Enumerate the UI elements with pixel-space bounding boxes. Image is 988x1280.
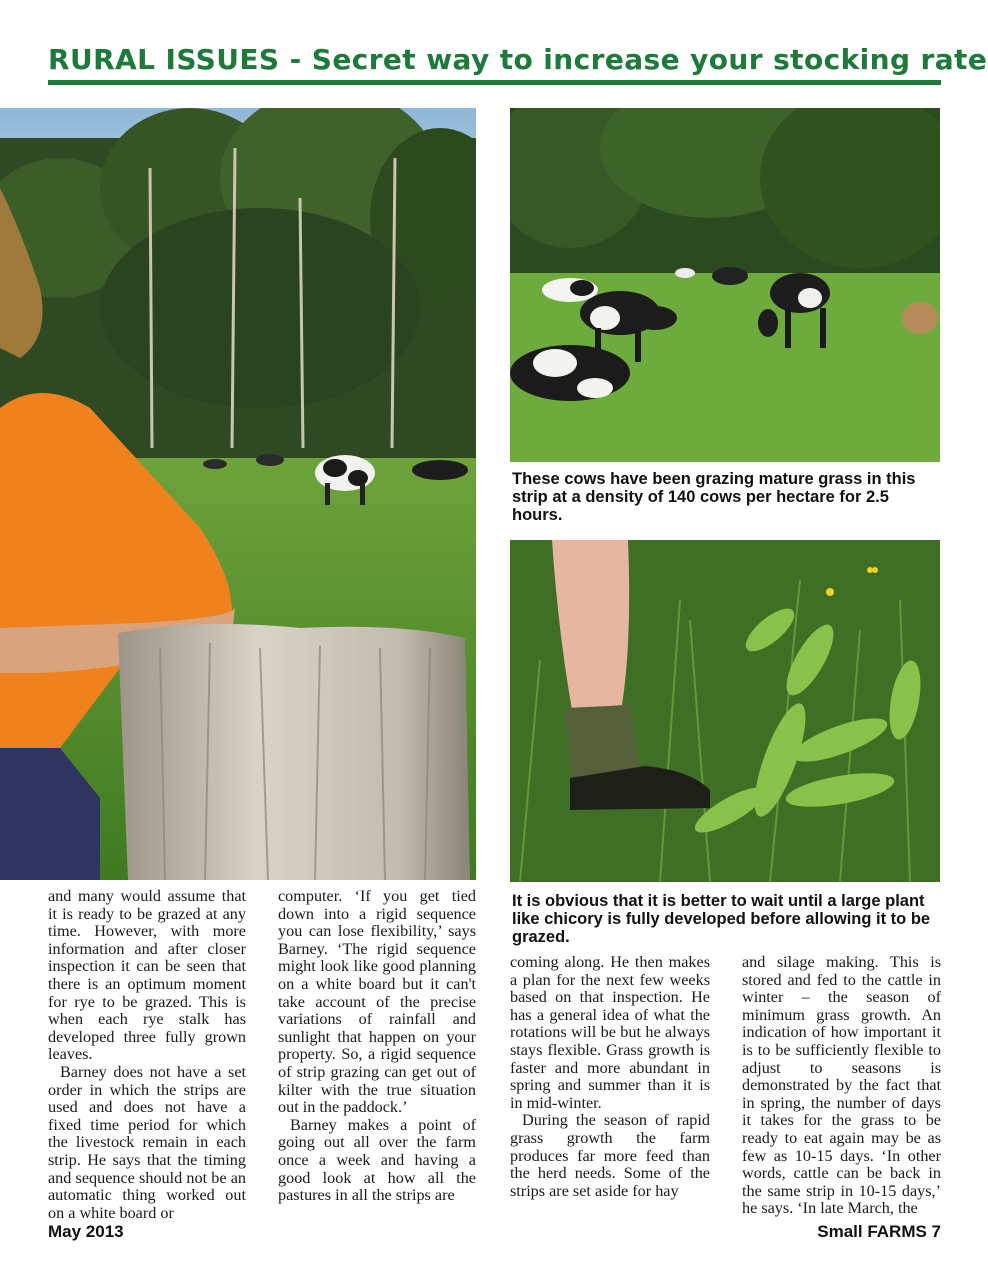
article-column-3 (510, 954, 710, 1200)
cows-grazing-photo (510, 108, 940, 462)
headline: RURAL ISSUES - Secret way to increase your stocking rate (48, 43, 988, 76)
paragraph: computer. ‘If you get tied down into a rigid sequence you can lose flexibility,’ says Barney. ‘The rigid sequence might look like good planning on a white board but it can't take account of the precise variations of rainfall and sunlight that happen on your property. So, a rigid sequence of strip grazing can get out of kilter with the true situation out in the paddock.’ (278, 887, 476, 1117)
chicory-photo (510, 540, 940, 882)
article-column-4 (742, 954, 941, 1218)
article-column-2 (278, 888, 476, 1205)
farmer-post-illustration (0, 108, 476, 880)
chicory-photo-caption: It is obvious that it is better to wait until a large plant like chicory is fully developed before allowing it to be grazed. (512, 892, 931, 946)
issue-date: May 2013 (48, 1222, 124, 1241)
paragraph: Barney makes a point of going out all over the farm once a week and having a good look at how all the pastures in all the strips are (278, 1115, 476, 1205)
article-column-1 (48, 888, 246, 1222)
farmer-post-photo (0, 108, 476, 880)
headline-rule (48, 80, 941, 85)
publication-page-number: Small FARMS 7 (817, 1222, 941, 1241)
paragraph: Barney does not have a set order in which the strips are used and does not have a fixed time period for which the livestock remain in each strip. He says that the timing and sequence should not be an automatic thing worked out on a white board or (48, 1062, 246, 1222)
chicory-illustration (510, 540, 940, 882)
paragraph: coming along. He then makes a plan for the next few weeks based on that inspection. He has a general idea of what the rotations will be but he always stays flexible. Grass growth is faster and more abundant in spring and summer than it is in mid-winter. (510, 953, 710, 1112)
cows-grazing-illustration (510, 108, 940, 462)
paragraph: and silage making. This is stored and fed to the cattle in winter – the season of minimum grass growth. An indication of how important it is to be sufficiently flexible to adjust to seasons is demonstrated by the fact that in spring, the number of days it takes for the grass to be ready to eat again may be as few as 10-15 days. ‘In other words, cattle can be back in the same strip in 10-15 days,’ he says. ‘In late March, the (742, 953, 941, 1218)
paragraph: During the season of rapid grass growth the farm produces far more feed than the herd needs. Some of the strips are set aside for hay (510, 1111, 710, 1200)
paragraph: and many would assume that it is ready to be grazed at any time. However, with more information and after closer inspection it can be seen that there is an optimum moment for rye to be grazed. This is when each rye stalk has developed three fully grown leaves. (48, 887, 246, 1064)
cows-photo-caption: These cows have been grazing mature grass in this strip at a density of 140 cows per hectare for 2.5 hours. (512, 470, 916, 524)
